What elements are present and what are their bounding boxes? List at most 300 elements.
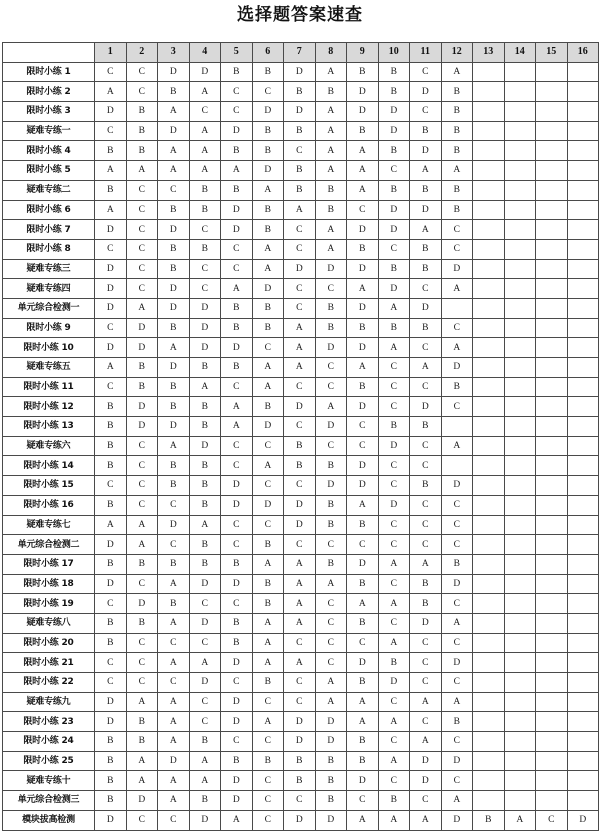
answer-cell: B [252, 220, 284, 240]
answer-cell: D [126, 397, 158, 417]
row-label: 限时小练 25 [3, 751, 95, 771]
answer-cell: A [189, 161, 221, 181]
answer-cell [567, 82, 599, 102]
answer-cell [504, 436, 536, 456]
table-row [3, 810, 599, 830]
column-header: 3 [158, 43, 190, 63]
answer-cell: A [378, 751, 410, 771]
answer-cell: B [221, 180, 253, 200]
answer-cell: B [158, 239, 190, 259]
answer-cell: A [126, 535, 158, 555]
answer-cell: B [126, 121, 158, 141]
answer-cell: D [347, 771, 379, 791]
row-label: 限时小练 3 [3, 102, 95, 122]
answer-cell: B [252, 200, 284, 220]
answer-cell: B [221, 298, 253, 318]
answer-cell: A [221, 417, 253, 437]
answer-cell [536, 692, 568, 712]
answer-cell [567, 712, 599, 732]
answer-cell: D [347, 338, 379, 358]
answer-cell [473, 673, 505, 693]
answer-cell [504, 673, 536, 693]
answer-cell [504, 495, 536, 515]
answer-cell: D [410, 751, 442, 771]
answer-cell: D [252, 495, 284, 515]
answer-cell: D [284, 397, 316, 417]
row-label: 限时小练 2 [3, 82, 95, 102]
answer-cell: C [284, 535, 316, 555]
table-row [3, 791, 599, 811]
answer-cell [567, 397, 599, 417]
answer-cell: A [189, 377, 221, 397]
answer-cell: B [378, 417, 410, 437]
answer-cell: A [95, 200, 127, 220]
row-label: 疑难专练一 [3, 121, 95, 141]
answer-cell: B [221, 318, 253, 338]
answer-cell: D [410, 200, 442, 220]
answer-cell: C [378, 692, 410, 712]
answer-cell [504, 732, 536, 752]
answer-cell: C [347, 417, 379, 437]
answer-cell: A [284, 338, 316, 358]
answer-cell: A [158, 161, 190, 181]
answer-cell: C [126, 62, 158, 82]
answer-cell [473, 102, 505, 122]
row-label: 限时小练 23 [3, 712, 95, 732]
answer-cell: C [158, 535, 190, 555]
answer-cell: D [95, 102, 127, 122]
answer-cell: D [221, 692, 253, 712]
answer-cell: A [347, 810, 379, 830]
row-label: 疑难专练九 [3, 692, 95, 712]
answer-cell [504, 712, 536, 732]
answer-cell [473, 613, 505, 633]
answer-cell: A [252, 358, 284, 378]
answer-cell [567, 554, 599, 574]
table-row [3, 495, 599, 515]
answer-cell: A [252, 712, 284, 732]
answer-cell: B [189, 180, 221, 200]
answer-cell: B [347, 751, 379, 771]
answer-cell: D [347, 82, 379, 102]
answer-cell [536, 476, 568, 496]
table-row [3, 318, 599, 338]
answer-cell: C [315, 613, 347, 633]
answer-cell: C [158, 180, 190, 200]
answer-cell: A [315, 62, 347, 82]
answer-cell: C [221, 436, 253, 456]
column-header: 5 [221, 43, 253, 63]
answer-cell [536, 62, 568, 82]
answer-cell: A [315, 161, 347, 181]
answer-cell [504, 515, 536, 535]
answer-cell [473, 82, 505, 102]
answer-cell [567, 180, 599, 200]
answer-cell: C [189, 102, 221, 122]
answer-cell: B [95, 732, 127, 752]
answer-cell: D [441, 259, 473, 279]
answer-cell: A [347, 712, 379, 732]
answer-cell [473, 771, 505, 791]
answer-cell: B [347, 613, 379, 633]
answer-cell: C [126, 810, 158, 830]
answer-cell: C [95, 653, 127, 673]
answer-cell [504, 456, 536, 476]
answer-cell: C [410, 495, 442, 515]
answer-cell: B [252, 535, 284, 555]
answer-cell: C [252, 82, 284, 102]
answer-cell [473, 62, 505, 82]
answer-cell: D [441, 810, 473, 830]
answer-cell: A [189, 751, 221, 771]
answer-cell [536, 239, 568, 259]
answer-cell [567, 633, 599, 653]
answer-cell: B [315, 515, 347, 535]
answer-cell [473, 200, 505, 220]
row-label: 限时小练 16 [3, 495, 95, 515]
answer-cell: A [284, 653, 316, 673]
answer-cell: A [221, 397, 253, 417]
table-row [3, 397, 599, 417]
answer-cell [473, 180, 505, 200]
answer-cell: B [95, 771, 127, 791]
answer-cell: C [441, 633, 473, 653]
answer-cell: A [189, 515, 221, 535]
answer-cell: D [95, 279, 127, 299]
answer-cell: D [315, 417, 347, 437]
row-label: 限时小练 13 [3, 417, 95, 437]
answer-cell: B [347, 515, 379, 535]
answer-cell: D [95, 298, 127, 318]
answer-cell [441, 298, 473, 318]
answer-cell: D [378, 495, 410, 515]
answer-cell: A [315, 121, 347, 141]
answer-cell: A [158, 732, 190, 752]
answer-cell [473, 732, 505, 752]
answer-cell: B [189, 397, 221, 417]
answer-cell: D [347, 298, 379, 318]
answer-cell: B [315, 751, 347, 771]
answer-cell: A [378, 554, 410, 574]
answer-cell: A [252, 653, 284, 673]
answer-cell [473, 495, 505, 515]
answer-cell: B [441, 554, 473, 574]
answer-cell [536, 436, 568, 456]
answer-cell: A [126, 298, 158, 318]
answer-cell: C [252, 732, 284, 752]
answer-cell: B [95, 397, 127, 417]
table-row [3, 673, 599, 693]
answer-cell: B [378, 82, 410, 102]
answer-cell: C [441, 515, 473, 535]
answer-cell: B [252, 673, 284, 693]
answer-cell: C [189, 259, 221, 279]
table-row [3, 594, 599, 614]
answer-cell [504, 358, 536, 378]
answer-cell: B [252, 121, 284, 141]
answer-cell: D [441, 574, 473, 594]
answer-cell: D [347, 102, 379, 122]
answer-cell: A [252, 554, 284, 574]
answer-cell: C [378, 456, 410, 476]
answer-cell [567, 613, 599, 633]
answer-cell: C [441, 673, 473, 693]
answer-cell: B [284, 436, 316, 456]
answer-cell [536, 771, 568, 791]
answer-cell: B [95, 495, 127, 515]
row-label: 限时小练 6 [3, 200, 95, 220]
answer-cell: C [95, 476, 127, 496]
answer-cell: D [284, 732, 316, 752]
answer-cell: C [410, 436, 442, 456]
answer-cell: C [410, 633, 442, 653]
answer-cell: C [378, 535, 410, 555]
row-label: 限时小练 10 [3, 338, 95, 358]
answer-cell: B [189, 358, 221, 378]
answer-cell: D [189, 62, 221, 82]
answer-cell: A [284, 594, 316, 614]
answer-cell: A [252, 633, 284, 653]
answer-cell: C [189, 220, 221, 240]
answer-cell: D [126, 338, 158, 358]
answer-cell: A [378, 298, 410, 318]
answer-cell: D [158, 515, 190, 535]
answer-cell: B [378, 259, 410, 279]
answer-cell: C [441, 397, 473, 417]
row-label: 疑难专练十 [3, 771, 95, 791]
answer-cell [504, 554, 536, 574]
answer-cell: B [347, 377, 379, 397]
answer-cell: B [410, 180, 442, 200]
answer-cell: C [378, 161, 410, 181]
answer-cell: C [378, 358, 410, 378]
table-header [3, 43, 599, 63]
answer-cell [473, 121, 505, 141]
answer-cell [536, 535, 568, 555]
answer-cell: D [378, 436, 410, 456]
answer-cell: D [315, 712, 347, 732]
answer-cell: C [410, 653, 442, 673]
answer-cell: D [221, 653, 253, 673]
answer-cell [536, 751, 568, 771]
answer-cell: B [284, 771, 316, 791]
answer-cell: D [189, 338, 221, 358]
answer-cell [504, 102, 536, 122]
answer-cell: B [95, 180, 127, 200]
answer-cell: C [284, 239, 316, 259]
table-row [3, 62, 599, 82]
answer-cell [504, 613, 536, 633]
answer-cell: A [158, 613, 190, 633]
answer-cell: C [126, 653, 158, 673]
answer-cell: B [95, 417, 127, 437]
answer-cell [567, 771, 599, 791]
answer-cell: C [95, 377, 127, 397]
row-label: 限时小练 7 [3, 220, 95, 240]
answer-cell: C [126, 220, 158, 240]
answer-cell [536, 495, 568, 515]
row-label: 限时小练 21 [3, 653, 95, 673]
answer-cell [567, 732, 599, 752]
answer-cell: D [567, 810, 599, 830]
answer-cell: A [284, 318, 316, 338]
table-row [3, 692, 599, 712]
answer-cell: A [158, 141, 190, 161]
row-label: 模块拔高检测 [3, 810, 95, 830]
answer-cell [504, 298, 536, 318]
answer-cell: D [252, 161, 284, 181]
answer-cell: D [221, 220, 253, 240]
table-row [3, 476, 599, 496]
row-label: 限时小练 24 [3, 732, 95, 752]
answer-cell: A [347, 279, 379, 299]
row-label: 限时小练 8 [3, 239, 95, 259]
answer-cell: C [284, 673, 316, 693]
answer-cell: B [315, 791, 347, 811]
answer-cell: A [315, 692, 347, 712]
answer-cell: A [252, 180, 284, 200]
answer-cell: D [410, 613, 442, 633]
answer-cell: D [221, 574, 253, 594]
answer-cell: A [347, 692, 379, 712]
row-label: 限时小练 4 [3, 141, 95, 161]
answer-cell [536, 259, 568, 279]
answer-cell: C [95, 62, 127, 82]
answer-cell [504, 751, 536, 771]
answer-cell: A [378, 633, 410, 653]
answer-cell: D [158, 62, 190, 82]
answer-cell: C [347, 200, 379, 220]
answer-cell: C [378, 613, 410, 633]
answer-cell: A [158, 102, 190, 122]
answer-cell [567, 377, 599, 397]
row-label: 限时小练 18 [3, 574, 95, 594]
answer-cell [473, 239, 505, 259]
answer-cell: D [284, 810, 316, 830]
answer-cell: C [252, 476, 284, 496]
answer-cell [504, 82, 536, 102]
answer-cell: D [441, 653, 473, 673]
answer-cell: B [347, 574, 379, 594]
answer-cell: C [252, 436, 284, 456]
answer-cell: C [284, 633, 316, 653]
answer-cell: A [347, 358, 379, 378]
answer-cell: B [95, 456, 127, 476]
answer-cell [536, 338, 568, 358]
answer-cell [567, 141, 599, 161]
answer-cell: D [378, 279, 410, 299]
answer-cell: A [410, 692, 442, 712]
answer-cell: C [284, 417, 316, 437]
answer-cell [473, 161, 505, 181]
answer-cell: B [95, 554, 127, 574]
answer-cell: D [189, 436, 221, 456]
answer-cell: A [504, 810, 536, 830]
column-header: 16 [567, 43, 599, 63]
row-label: 疑难专练八 [3, 613, 95, 633]
answer-cell: D [221, 338, 253, 358]
answer-cell [504, 417, 536, 437]
answer-cell: C [252, 692, 284, 712]
answer-cell: C [158, 810, 190, 830]
answer-cell: B [441, 180, 473, 200]
answer-cell: C [536, 810, 568, 830]
answer-cell: B [189, 239, 221, 259]
answer-cell [504, 62, 536, 82]
row-label: 限时小练 15 [3, 476, 95, 496]
answer-cell: A [221, 279, 253, 299]
answer-cell: C [189, 712, 221, 732]
answer-cell: C [441, 771, 473, 791]
answer-cell [473, 298, 505, 318]
answer-cell: C [158, 495, 190, 515]
answer-cell: A [315, 673, 347, 693]
table-row [3, 161, 599, 181]
answer-cell [504, 279, 536, 299]
answer-cell: A [284, 554, 316, 574]
answer-cell: B [158, 554, 190, 574]
answer-cell [536, 358, 568, 378]
answer-cell: B [441, 141, 473, 161]
answer-cell [504, 141, 536, 161]
row-label: 限时小练 12 [3, 397, 95, 417]
answer-cell: B [95, 141, 127, 161]
answer-cell: B [347, 121, 379, 141]
answer-cell: B [473, 810, 505, 830]
answer-table [2, 42, 599, 831]
answer-cell: B [315, 82, 347, 102]
answer-cell: C [284, 298, 316, 318]
answer-cell: C [95, 318, 127, 338]
answer-cell: C [441, 239, 473, 259]
answer-cell [536, 791, 568, 811]
answer-cell: C [126, 200, 158, 220]
answer-cell: D [158, 279, 190, 299]
answer-cell: D [347, 653, 379, 673]
answer-cell: B [284, 180, 316, 200]
answer-cell [473, 791, 505, 811]
answer-cell: D [126, 594, 158, 614]
answer-cell: D [284, 62, 316, 82]
answer-cell [441, 417, 473, 437]
answer-cell: A [189, 771, 221, 791]
table-row [3, 82, 599, 102]
row-label: 限时小练 1 [3, 62, 95, 82]
answer-cell [536, 180, 568, 200]
answer-cell [504, 791, 536, 811]
answer-cell [567, 298, 599, 318]
answer-cell [504, 535, 536, 555]
answer-cell: C [221, 732, 253, 752]
table-row [3, 456, 599, 476]
answer-cell: A [347, 495, 379, 515]
answer-cell: D [315, 259, 347, 279]
answer-cell: B [189, 554, 221, 574]
answer-cell [567, 239, 599, 259]
answer-cell [536, 594, 568, 614]
answer-cell: C [315, 594, 347, 614]
answer-cell: D [126, 318, 158, 338]
answer-cell: D [410, 397, 442, 417]
answer-cell: B [189, 456, 221, 476]
answer-cell: D [221, 476, 253, 496]
answer-cell [504, 771, 536, 791]
answer-cell: D [189, 613, 221, 633]
column-header: 11 [410, 43, 442, 63]
answer-cell [567, 515, 599, 535]
answer-cell [536, 417, 568, 437]
answer-cell: D [410, 82, 442, 102]
